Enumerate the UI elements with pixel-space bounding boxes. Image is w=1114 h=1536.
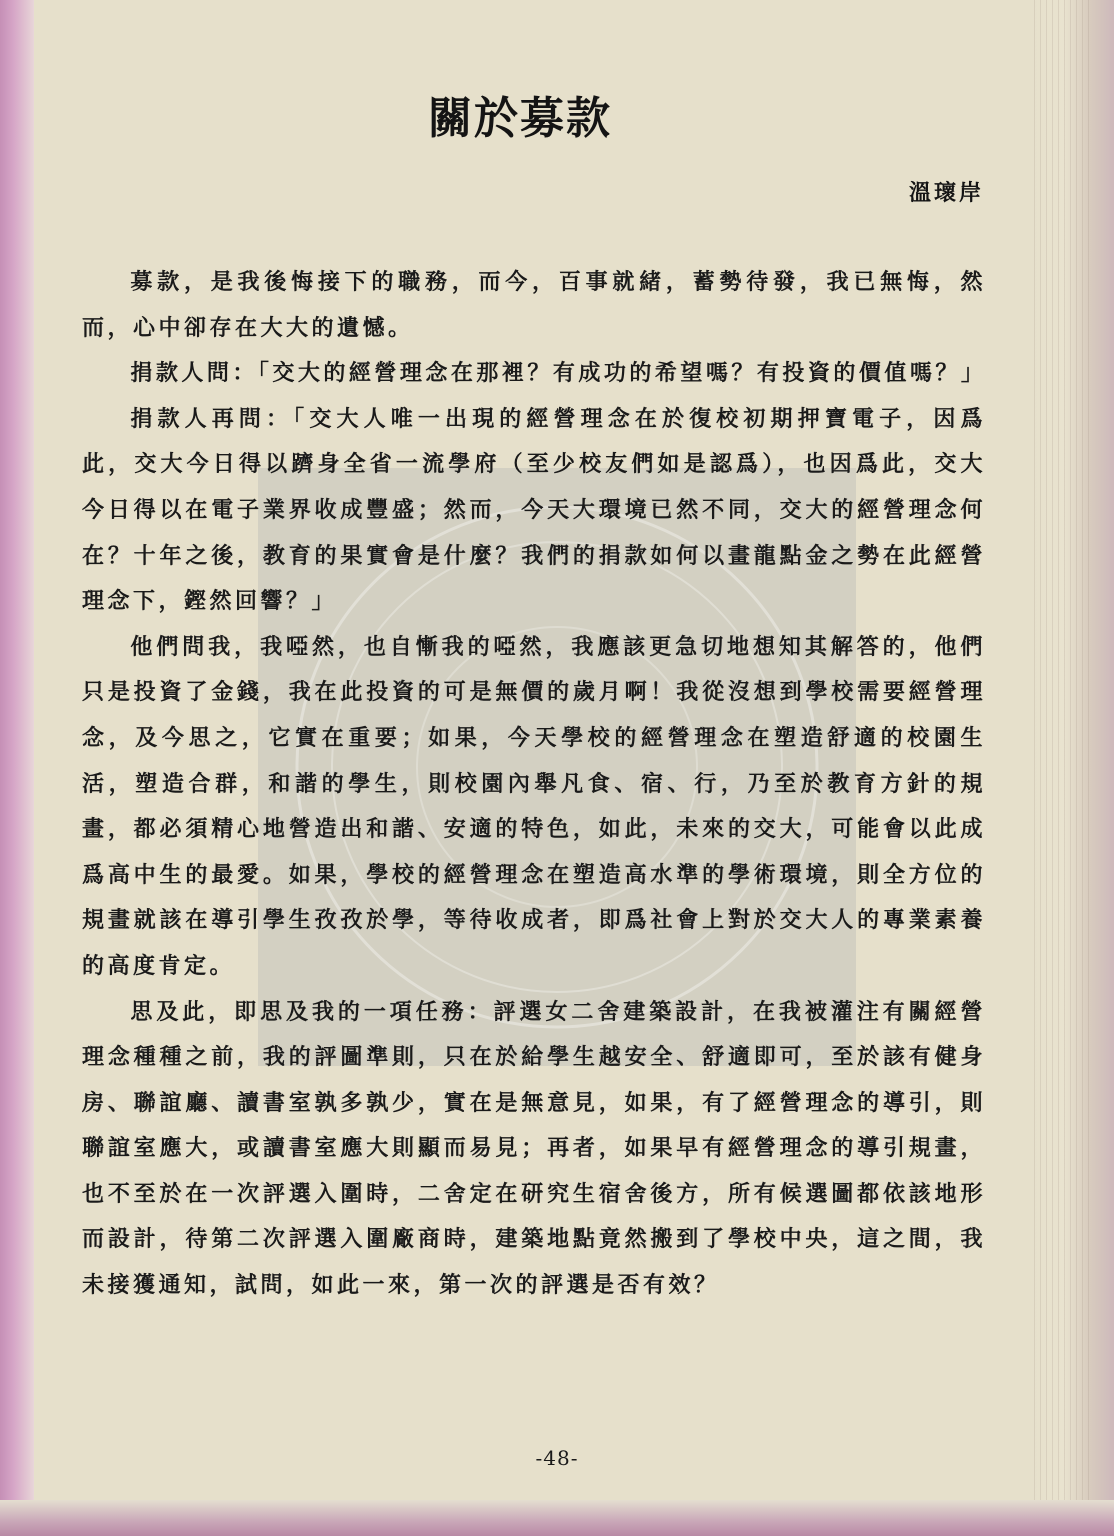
author-name: 溫瓌岸: [908, 181, 984, 206]
article-title: 關於募款: [428, 93, 612, 144]
paragraph: 募款，是我後悔接下的職務，而今，百事就緒，蓄勢待發，我已無悔，然而，心中卻存在大大的遺憾。: [82, 270, 986, 341]
page-left-edge: [0, 0, 34, 1536]
article-body: [82, 260, 986, 1309]
page-right-edge: [1030, 0, 1114, 1536]
page-bottom-edge: [0, 1500, 1114, 1536]
paragraph: 思及此，即思及我的一項任務：評選女二舍建築設計，在我被灌注有關經營理念種種之前，我的評圖準則，只在於給學生越安全、舒適即可，至於該有健身房、聯誼廳、讀書室孰多孰少，實在是無意見，如果，有了經營理念的導引，則聯誼室應大，或讀書室應大則顯而易見；再者，如果早有經營理念的導引規畫，也不至於在一次評選入圍時，二舍定在研究生宿舍後方，所有候選圖都依該地形而設計，待第二次評選入圍廠商時，建築地點竟然搬到了學校中央，這之間，我未接獲通知，試問，如此一來，第一次的評選是否有效？: [82, 999, 986, 1299]
paragraph: 他們問我，我啞然，也自慚我的啞然，我應該更急切地想知其解答的，他們只是投資了金錢，我在此投資的可是無價的歲月啊！我從沒想到學校需要經營理念，及今思之，它實在重要；如果，今天學校的經營理念在塑造舒適的校園生活，塑造合群，和諧的學生，則校園內舉凡食、宿、行，乃至於教育方針的規畫，都必須精心地營造出和諧、安適的特色，如此，未來的交大，可能會以此成爲高中生的最愛。如果，學校的經營理念在塑造高水準的學術環境，則全方位的規畫就該在導引學生孜孜於學，等待收成者，即爲社會上對於交大人的專業素養的高度肯定。: [82, 634, 986, 979]
paragraph: 捐款人問：「交大的經營理念在那裡？有成功的希望嗎？有投資的價值嗎？」: [130, 361, 987, 387]
paragraph: 捐款人再問：「交大人唯一出現的經營理念在於復校初期押寶電子，因爲此，交大今日得以躋身全省一流學府（至少校友們如是認爲），也因爲此，交大今日得以在電子業界收成豐盛；然而，今天大環境已然不同，交大的經營理念何在？十年之後，教育的果實會是什麼？我們的捐款如何以畫龍點金之勢在此經營理念下，鏗然回響？」: [82, 406, 986, 615]
page-number: -48-: [535, 1446, 579, 1470]
book-page-edges: [1034, 0, 1094, 1500]
